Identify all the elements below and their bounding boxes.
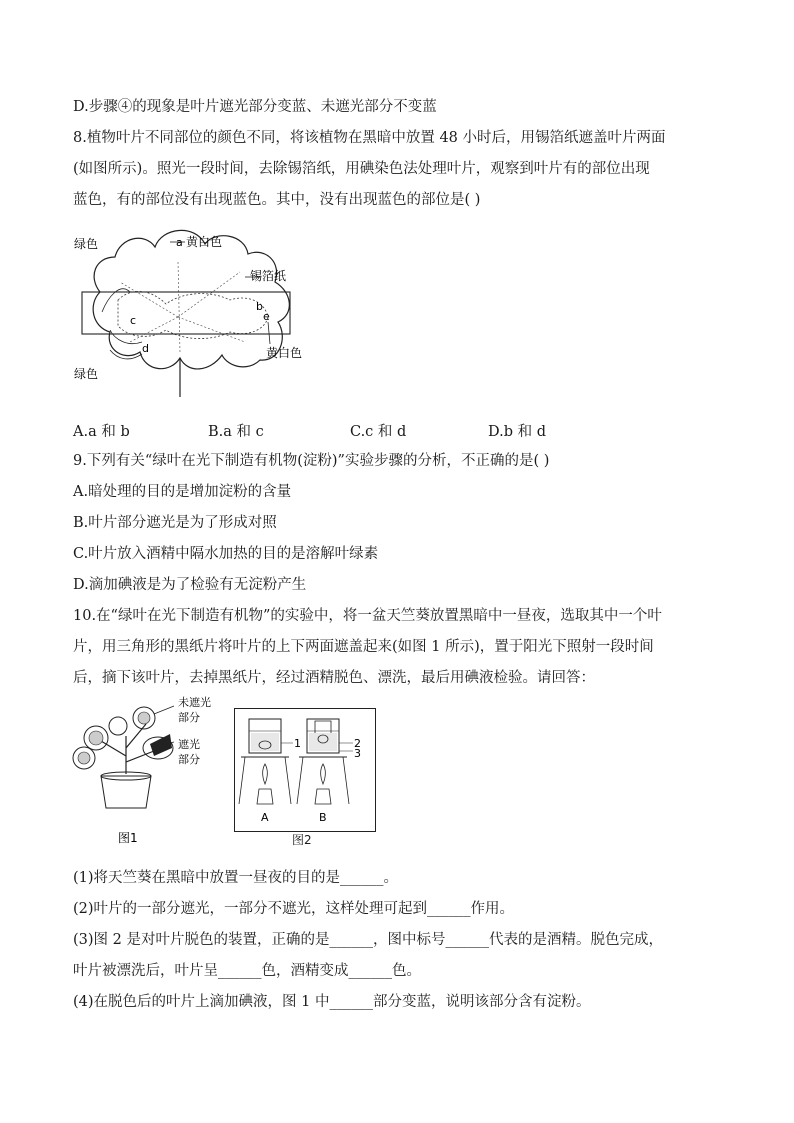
figure-1-plant bbox=[66, 696, 236, 848]
q9-option-b: B.叶片部分遮光是为了形成对照 bbox=[73, 515, 277, 531]
q8-option-d: D.b 和 d bbox=[488, 424, 546, 440]
label-shaded-2: 部分 bbox=[178, 753, 200, 766]
q10-stem-line-3: 后，摘下该叶片，去掉黑纸片，经过酒精脱色、漂洗，最后用碘液检验。请回答： bbox=[73, 670, 595, 686]
flower-pot bbox=[101, 776, 151, 808]
q10-sub-3-line-2: 叶片被漂洗后，叶片呈______色，酒精变成______色。 bbox=[73, 963, 421, 979]
label-unshaded-1: 未遮光 bbox=[178, 696, 211, 709]
label-e: e bbox=[263, 310, 270, 323]
label-b: b bbox=[256, 300, 263, 313]
label-3: 3 bbox=[354, 747, 361, 760]
label-c: c bbox=[130, 314, 137, 327]
leaf-foil-figure bbox=[70, 222, 320, 412]
label-unshaded-2: 部分 bbox=[178, 711, 200, 724]
q10-sub-3-line-1: (3)图 2 是对叶片脱色的装置，正确的是______，图中标号______代表的是酒精。脱色完成， bbox=[73, 932, 663, 948]
q9-option-c: C.叶片放入酒精中隔水加热的目的是溶解叶绿素 bbox=[73, 546, 379, 562]
q10-sub-2: (2)叶片的一部分遮光，一部分不遮光，这样处理可起到______作用。 bbox=[73, 901, 515, 917]
q8-stem-line-2: (如图所示)。照光一段时间，去除锡箔纸，用碘染色法处理叶片，观察到叶片有的部位出现 bbox=[73, 161, 650, 177]
label-b-color: 黄白色 bbox=[266, 346, 303, 360]
q8-option-c: C.c 和 d bbox=[350, 424, 407, 440]
label-green-top: 绿色 bbox=[74, 237, 99, 251]
q7-option-d: D.步骤④的现象是叶片遮光部分变蓝、未遮光部分不变蓝 bbox=[73, 99, 437, 115]
q8-stem-line-1: 8.植物叶片不同部位的颜色不同，将该植物在黑暗中放置 48 小时后，用锡箔纸遮盖叶片两面 bbox=[73, 130, 666, 146]
q9-option-a: A.暗处理的目的是增加淀粉的含量 bbox=[73, 484, 292, 500]
label-foil: 锡箔纸 bbox=[250, 269, 287, 283]
label-1: 1 bbox=[294, 737, 301, 750]
label-2: 2 bbox=[354, 737, 361, 750]
figure-1-caption: 图1 bbox=[118, 831, 138, 845]
q10-sub-4: (4)在脱色后的叶片上滴加碘液，图 1 中______部分变蓝，说明该部分含有淀粉。 bbox=[73, 994, 591, 1010]
q8-stem-line-3: 蓝色，有的部位没有出现蓝色。其中，没有出现蓝色的部位是( ) bbox=[73, 192, 481, 208]
figure-2-apparatus bbox=[234, 708, 376, 832]
q9-option-d: D.滴加碘液是为了检验有无淀粉产生 bbox=[73, 577, 307, 593]
foil-strip bbox=[82, 292, 290, 334]
label-green-bottom: 绿色 bbox=[74, 367, 99, 381]
label-A: A bbox=[261, 811, 269, 824]
figure-2-caption: 图2 bbox=[292, 833, 312, 847]
label-a-color: 黄白色 bbox=[186, 235, 223, 249]
q8-option-b: B.a 和 c bbox=[208, 424, 264, 440]
label-a: a bbox=[176, 236, 183, 249]
q8-options bbox=[73, 420, 733, 440]
q10-stem-line-2: 片，用三角形的黑纸片将叶片的上下两面遮盖起来(如图 1 所示)，置于阳光下照射一段时间 bbox=[73, 639, 654, 655]
label-B: B bbox=[319, 811, 327, 824]
leaf-veins bbox=[120, 262, 245, 352]
q10-stem-line-1: 10.在“绿叶在光下制造有机物”的实验中，将一盆天竺葵放置黑暗中一昼夜，选取其中一个叶 bbox=[73, 608, 662, 624]
label-shaded-1: 遮光 bbox=[178, 738, 200, 751]
q9-stem: 9.下列有关“绿叶在光下制造有机物(淀粉)”实验步骤的分析，不正确的是( ) bbox=[73, 453, 550, 469]
label-d: d bbox=[142, 342, 149, 355]
q10-sub-1: (1)将天竺葵在黑暗中放置一昼夜的目的是______。 bbox=[73, 870, 399, 886]
q8-option-a: A.a 和 b bbox=[73, 424, 130, 440]
